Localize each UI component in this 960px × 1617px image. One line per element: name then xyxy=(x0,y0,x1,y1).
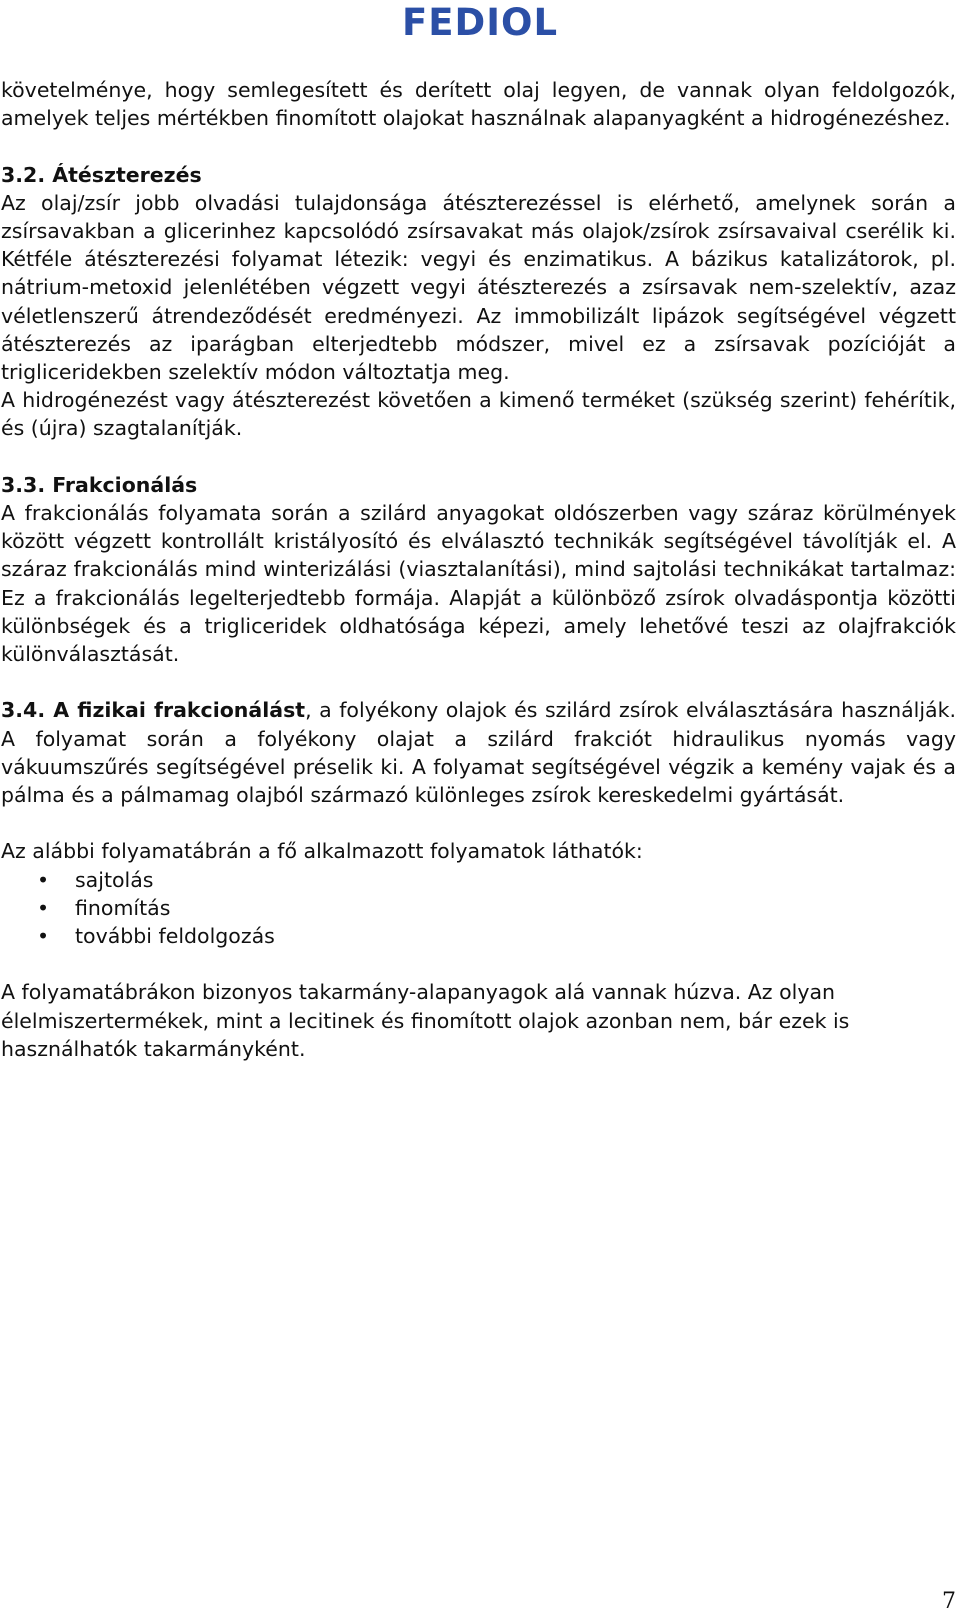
process-list xyxy=(1,866,956,951)
bullet-icon: • xyxy=(37,867,50,892)
spacer xyxy=(1,668,956,696)
page-number: 7 xyxy=(942,1589,956,1614)
spacer xyxy=(1,132,956,160)
section-3-4-paragraph xyxy=(1,696,956,809)
spacer xyxy=(1,809,956,837)
section-heading-3-3: 3.3. Frakcionálás xyxy=(1,472,198,497)
intro-paragraph: követelménye, hogy semlegesített és derített olaj legyen, de vannak olyan feldolgozók, amelyek teljes mértékben finomított olajokat használnak alapanyagként a hidrogénezéshez. xyxy=(1,78,956,131)
flowchart-intro-text: Az alábbi folyamatábrán a fő alkalmazott folyamatok láthatók: xyxy=(1,839,643,864)
section-3-2-paragraph-2: A hidrogénezést vagy átészterezést követően a kimenő terméket (szükség szerint) fehérítik, és (újra) szagtalanítják. xyxy=(1,388,956,441)
spacer xyxy=(1,443,956,471)
section-heading-3-4: 3.4. A fizikai frakcionálást xyxy=(1,698,306,723)
closing-paragraph: A folyamatábrákon bizonyos takarmány-alapanyagok alá vannak húzva. Az olyan élelmiszertermékek, mint a lecitinek és finomított olajok azonban nem, bár ezek is használhatók takarmányként. xyxy=(1,980,850,1061)
section-3-2-paragraph-1: Az olaj/zsír jobb olvadási tulajdonsága átészterezéssel is elérhető, amelynek során a zsírsavakban a glicerinhez kapcsolódó zsírsavakat más olajok/zsírok zsírsavaival cserélik ki. Kétféle átészterezési folyamat létezik: vegyi és enzimatikus. A bázikus katalizátorok, pl. nátrium-metoxid jelenlétében végzett vegyi átészterezés a zsírsavak nem-szelektív, azaz véletlenszerű átrendeződését eredményezi. Az immobilizált lipázok segítségével végzett átészterezés az iparágban elterjedtebb módszer, mivel ez a zsírsavak pozícióját a trigliceridekben szelektív módon változtatja meg. xyxy=(1,190,956,385)
list-item-label: sajtolás xyxy=(75,867,154,892)
list-item xyxy=(1,866,956,894)
bullet-icon: • xyxy=(37,895,50,920)
section-3-4-text: , a folyékony olajok és szilárd zsírok elválasztására használják. A folyamat során a folyékony olajat a szilárd frakciót hidraulikus nyomás vagy vákuumszűrés segítségével préselik ki. A folyamat segítségével végzik a kemény vajak és a pálma és a pálmamag olajból származó különleges zsírok kereskedelmi gyártását. xyxy=(1,698,956,808)
spacer xyxy=(1,950,956,978)
document-body xyxy=(1,76,956,1063)
fediol-logo: FEDIOL xyxy=(401,1,559,44)
list-item-label: további feldolgozás xyxy=(75,924,275,949)
section-heading-3-2: 3.2. Átészterezés xyxy=(1,162,202,187)
list-item xyxy=(1,922,956,950)
bullet-icon: • xyxy=(37,924,50,949)
section-3-3-paragraph: A frakcionálás folyamata során a szilárd anyagokat oldószerben vagy száraz körülmények között végzett kontrollált kristályosító és elválasztó technikák segítségével távolítják el. A száraz frakcionálás mind winterizálási (viasztalanítási), mind sajtolási technikákat tartalmaz: Ez a frakcionálás legelterjedtebb formája. Alapját a különböző zsírok olvadáspontja közötti különbségek és a trigliceridek oldhatósága képezi, amely lehetővé teszi az olajfrakciók különválasztását. xyxy=(1,501,956,667)
list-item xyxy=(1,894,956,922)
list-item-label: finomítás xyxy=(75,895,171,920)
